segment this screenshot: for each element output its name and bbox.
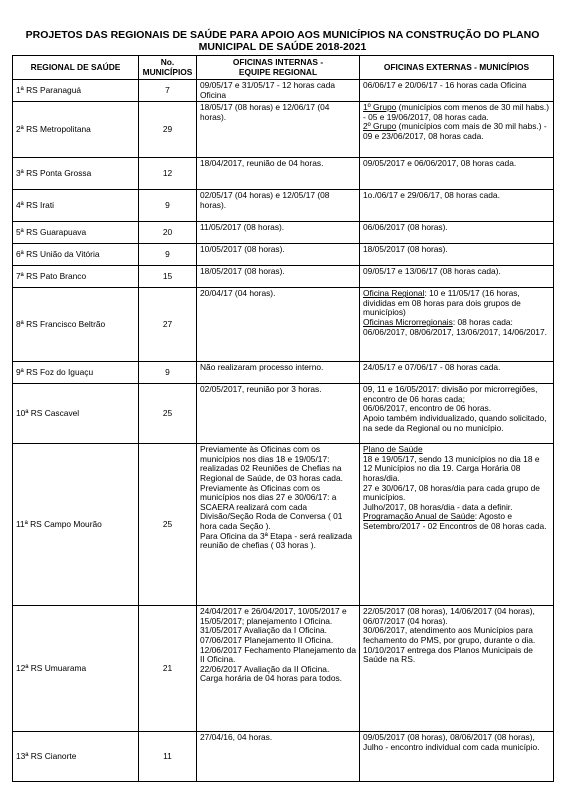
cell-regional: 7ª RS Pato Branco <box>13 266 139 288</box>
cell-text: 02/05/17 (04 horas) e 12/05/17 (08 horas). <box>200 190 330 210</box>
cell-oficinas-externas <box>360 444 554 606</box>
group-2-label: 2º Grupo <box>363 121 397 132</box>
cell-text: Não realizaram processo interno. <box>200 362 324 373</box>
cell-oficinas-internas <box>197 606 360 732</box>
cell-regional: 4ª RS Irati <box>13 190 139 222</box>
cell-text: Previamente às Oficinas com os municípios nos dias 18 e 19/05/17: realizadas 02 Reuniões de Chefias na Regional de Saúde, de 03 horas cada. <box>200 444 343 483</box>
cell-text: 30/06/2017, atendimento aos Municípios para fechamento do PMS, por grupo, durante o dia. <box>363 625 536 645</box>
cell-text: 11/05/2017 (08 horas). <box>200 222 285 233</box>
cell-oficinas-externas <box>360 190 554 222</box>
cell-text: 1o./06/17 e 29/06/17, 08 horas cada. <box>363 190 500 201</box>
cell-regional: 3ª RS Ponta Grossa <box>13 158 139 190</box>
programacao-anual-text <box>363 512 550 531</box>
cell-oficinas-externas <box>360 732 554 782</box>
table-row <box>13 288 554 362</box>
header-oficinas-internas <box>197 56 360 80</box>
table-row <box>13 158 554 190</box>
oficinas-micro-text <box>363 318 550 337</box>
cell-num-municipios: 12 <box>139 158 197 190</box>
cell-oficinas-internas <box>197 288 360 362</box>
cell-oficinas-internas <box>197 190 360 222</box>
table-row <box>13 732 554 782</box>
cell-text: 18/04/2017, reunião de 04 horas. <box>200 158 324 169</box>
cell-oficinas-internas <box>197 362 360 384</box>
header-regional: REGIONAL DE SAÚDE <box>13 56 139 80</box>
oficina-regional-detail: : 10 e 11/05/17 (16 horas, divididas em 08 horas para dois grupos de municípios) <box>363 288 521 318</box>
table-row <box>13 190 554 222</box>
cell-oficinas-externas <box>360 158 554 190</box>
cell-oficinas-internas <box>197 244 360 266</box>
cell-oficinas-externas <box>360 102 554 158</box>
cell-text: 24/05/17 e 07/06/17 - 08 horas cada. <box>363 362 501 373</box>
header-internas-line1: OFICINAS INTERNAS - <box>232 56 324 67</box>
cell-num-municipios: 7 <box>139 80 197 102</box>
table-row <box>13 244 554 266</box>
cell-text: 10/10/2017 entrega dos Planos Municipais de Saúde na RS. <box>363 644 533 665</box>
group-2-detail: (municípios com mais de 30 mil habs.) - 09 e 23/06/2017, 08 horas cada. <box>363 121 547 141</box>
oficinas-micro-label: Oficinas Microrregionais <box>363 316 453 327</box>
header-num-line1: No. <box>160 56 175 67</box>
cell-regional: 6ª RS União da Vitória <box>13 244 139 266</box>
cell-oficinas-externas <box>360 384 554 444</box>
cell-regional: 13ª RS Cianorte <box>13 732 139 782</box>
cell-text: Previamente às Oficinas com os municípios nos dias 27 e 30/06/17: a SCAERA realizará com cada Divisão/Seção Roda de Conversa ( 01 hora cada Seção ). <box>200 482 343 531</box>
cell-text: 09, 11 e 16/05/2017: divisão por microrregiões, encontro de 06 horas cada; <box>363 384 538 404</box>
cell-num-municipios: 25 <box>139 384 197 444</box>
cell-regional: 5ª RS Guarapuava <box>13 222 139 244</box>
cell-oficinas-internas <box>197 80 360 102</box>
cell-text: 22/06/2017 Avaliação da II Oficina. <box>200 663 330 674</box>
cell-oficinas-externas <box>360 80 554 102</box>
cell-text: Apoio também individualizado, quando solicitado, na sede da Regional ou no município. <box>363 412 547 433</box>
title-line-1: PROJETOS DAS REGIONAIS DE SAÚDE PARA APOIO AOS MUNICÍPIOS NA CONSTRUÇÃO DO PLANO <box>25 29 540 41</box>
cell-text: 10/05/2017 (08 horas). <box>200 244 285 255</box>
cell-text: 18/05/2017 (08 horas). <box>363 244 448 255</box>
table-row <box>13 80 554 102</box>
title-line-2: MUNICIPAL DE SAÚDE 2018-2021 <box>198 41 367 53</box>
table-row <box>13 266 554 288</box>
cell-text: 06/06/2017, encontro de 06 horas. <box>363 403 492 414</box>
cell-text: 22/05/2017 (08 horas), 14/06/2017 (04 horas), 06/07/2017 (04 horas). <box>363 606 535 626</box>
cell-text: 09/05/17 e 31/05/17 - 12 horas cada Oficina <box>200 80 336 100</box>
cell-num-municipios: 9 <box>139 362 197 384</box>
cell-oficinas-internas <box>197 444 360 606</box>
oficina-regional-label: Oficina Regional <box>363 288 425 299</box>
cell-regional: 12ª RS Umuarama <box>13 606 139 732</box>
table-row <box>13 384 554 444</box>
cell-oficinas-internas <box>197 102 360 158</box>
cell-num-municipios: 15 <box>139 266 197 288</box>
cell-text: 09/05/2017 (08 horas), 08/06/2017 (08 horas), Julho - encontro individual com cada município. <box>363 732 540 752</box>
cell-text: 02/05/2017, reunião por 3 horas. <box>200 384 322 395</box>
cell-text: 31/05/2017 Avaliação da I Oficina. <box>200 625 327 636</box>
cell-text: 27 e 30/06/17, 08 horas/dia para cada grupo de municípios. <box>363 482 540 503</box>
cell-regional: 2ª RS Metropolitana <box>13 102 139 158</box>
table-row <box>13 444 554 606</box>
cell-text: 24/04/2017 e 26/04/2017, 10/05/2017 e 15/05/2017; planejamento I Oficina. <box>200 606 347 626</box>
cell-num-municipios: 20 <box>139 222 197 244</box>
cell-regional: 1ª RS Paranaguá <box>13 80 139 102</box>
plano-de-saude-heading: Plano de Saúde <box>363 444 423 455</box>
cell-text: 18/05/17 (08 horas) e 12/06/17 (04 horas). <box>200 102 330 122</box>
cell-num-municipios: 9 <box>139 190 197 222</box>
cell-regional: 8ª RS Francisco Beltrão <box>13 288 139 362</box>
header-num-municipios <box>139 56 197 80</box>
header-internas-line2: EQUIPE REGIONAL <box>238 66 318 77</box>
header-num-line2: MUNICÍPIOS <box>142 66 193 77</box>
group-1-label: 1º Grupo <box>363 102 397 113</box>
cell-oficinas-internas <box>197 266 360 288</box>
cell-oficinas-internas <box>197 384 360 444</box>
cell-oficinas-externas <box>360 606 554 732</box>
programacao-anual-label: Programação Anual de Saúde <box>363 511 475 522</box>
cell-text: 18 e 19/05/17, sendo 13 municípios no dia 18 e 12 Municípios no dia 19. Carga Horária 08 horas/dia. <box>363 453 540 483</box>
table-row <box>13 222 554 244</box>
cell-num-municipios: 21 <box>139 606 197 732</box>
cell-text: 18/05/2017 (08 horas). <box>200 266 285 277</box>
cell-text: 27/04/16, 04 horas. <box>200 732 273 743</box>
cell-text: 06/06/17 e 20/06/17 - 16 horas cada Oficina <box>363 80 527 90</box>
cell-text: Carga horária de 04 horas para todos. <box>200 673 342 684</box>
oficina-regional-text <box>363 289 550 318</box>
table-row <box>13 102 554 158</box>
cell-regional: 10ª RS Cascavel <box>13 384 139 444</box>
oficinas-micro-detail: : 08 horas cada: 06/06/2017, 08/06/2017, 13/06/2017, 14/06/2017. <box>363 316 547 337</box>
cell-oficinas-externas <box>360 222 554 244</box>
cell-text: Julho/2017, 08 horas/dia - data a definir. <box>363 501 513 512</box>
cell-text: 09/05/2017 e 06/06/2017, 08 horas cada. <box>363 158 517 169</box>
cell-num-municipios: 9 <box>139 244 197 266</box>
cell-text: 09/05/17 e 13/06/17 (08 horas cada). <box>363 266 501 277</box>
table-header-row <box>13 56 554 80</box>
group-1-text <box>363 103 550 122</box>
cell-num-municipios: 27 <box>139 288 197 362</box>
cell-oficinas-internas <box>197 222 360 244</box>
cell-regional: 9ª RS Foz do Iguaçu <box>13 362 139 384</box>
cell-oficinas-internas <box>197 732 360 782</box>
cell-text: 06/06/2017 (08 horas). <box>363 222 448 233</box>
cell-text: 12/06/2017 Fechamento Planejamento da II Oficina. <box>200 644 356 665</box>
cell-text: Para Oficina da 3ª Etapa - será realizada reunião de chefias ( 03 horas ). <box>200 530 353 551</box>
cell-oficinas-externas <box>360 362 554 384</box>
header-oficinas-externas: OFICINAS EXTERNAS - MUNICÍPIOS <box>360 56 554 80</box>
cell-oficinas-externas <box>360 288 554 362</box>
document-title <box>8 29 557 53</box>
cell-oficinas-externas <box>360 266 554 288</box>
cell-num-municipios: 11 <box>139 732 197 782</box>
table-row <box>13 362 554 384</box>
table-row <box>13 606 554 732</box>
group-2-text <box>363 122 550 141</box>
cell-num-municipios: 29 <box>139 102 197 158</box>
cell-num-municipios: 25 <box>139 444 197 606</box>
cell-oficinas-externas <box>360 244 554 266</box>
group-1-detail: (municípios com menos de 30 mil habs.) - 05 e 19/06/2017, 08 horas cada. <box>363 102 550 122</box>
cell-oficinas-internas <box>197 158 360 190</box>
programacao-anual-detail: : Agosto e Setembro/2017 - 02 Encontros de 08 horas cada. <box>363 511 547 531</box>
cell-text: 20/04/17 (04 horas). <box>200 288 276 299</box>
cell-text: 07/06/2017 Planejamento II Oficina. <box>200 634 334 645</box>
projects-table <box>12 55 554 782</box>
cell-regional: 11ª RS Campo Mourão <box>13 444 139 606</box>
